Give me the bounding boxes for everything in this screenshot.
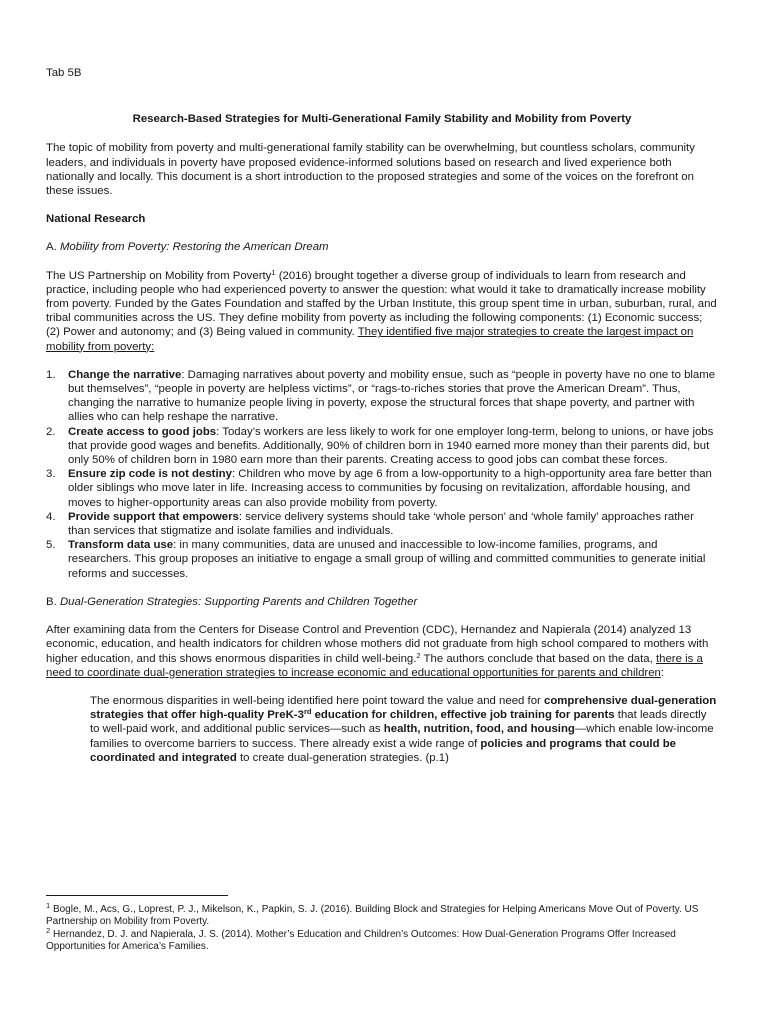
document-title: Research-Based Strategies for Multi-Generational Family Stability and Mobility from Poverty bbox=[132, 113, 632, 126]
strategy-number: 4. bbox=[46, 510, 56, 523]
footnote-number: 2 bbox=[46, 925, 51, 935]
strategy-text: : Damaging narratives about poverty and mobility ensue, such as “people in poverty have no one to blame but themselves”, “people in poverty are helpless victims”, or “rags-to-riches stories that prove the American Dream”. Thus, changing the narrative to humanize people living in poverty, expose the structural forces that shape poverty, and partner with allies who can help reshape the narrative. bbox=[68, 368, 716, 424]
section-a-text-start: The US Partnership on Mobility from Poverty bbox=[46, 269, 272, 282]
strategy-title: Change the narrative bbox=[68, 368, 182, 381]
section-b-text-mid: The authors conclude that based on the data, bbox=[420, 652, 656, 665]
strategy-text: : Today’s workers are less likely to work for one employer long-term, belong to unions, or have jobs that provide good wages and benefits. Additionally, 90% of children born in 1940 earned more money than their parents did, but only 50% of children born in 1980 earn more than their parents. Creating access to good jobs can combat these forces. bbox=[68, 425, 714, 467]
strategy-item bbox=[46, 538, 718, 581]
section-b-underlined-text: there is a need to coordinate dual-generation strategies to increase economic and educational opportunities for parents and children bbox=[46, 652, 703, 679]
section-a-paragraph bbox=[46, 269, 718, 354]
strategy-title: Provide support that empowers bbox=[68, 510, 239, 523]
section-b-text-end: : bbox=[660, 666, 665, 679]
quote-bold-1: comprehensive dual-generation strategies that offer high-quality PreK-3 bbox=[90, 694, 717, 722]
strategy-text: : Children who move by age 6 from a low-opportunity to a high-opportunity area fare better than older siblings who move later in life. Increasing access to communities by focusing on revitalization, affordable housing, and moves to higher-opportunity areas can also provide mobility from poverty. bbox=[68, 468, 712, 509]
national-research-heading: National Research bbox=[46, 213, 146, 226]
strategy-number: 5. bbox=[46, 539, 56, 552]
strategy-item bbox=[46, 510, 718, 538]
strategy-title: Ensure zip code is not destiny bbox=[68, 468, 232, 481]
strategy-item bbox=[46, 368, 718, 425]
section-a-text-rest: (2016) brought together a diverse group of individuals to learn from research and practice, including people who had experienced poverty to answer the question: what would it take to dramatically increase mobility from poverty. Funded by the Gates Foundation and staffed by the Urban Institute, this group spent time in urban, suburban, rural, and tribal communities across the US. They define mobility from poverty as including the following components: (1) Economic success; (2) Power and autonomy; and (3) Being valued in community. bbox=[46, 269, 717, 339]
footnote-1 bbox=[46, 901, 718, 929]
strategies-list bbox=[46, 368, 718, 581]
quote-text-3: —which enable low-income families to overcome barriers to success. There already exist a wide range of bbox=[90, 723, 714, 750]
strategy-number: 1. bbox=[46, 368, 56, 381]
quote-bold-2: education for children, effective job training for parents bbox=[311, 709, 615, 722]
strategy-number: 2. bbox=[46, 425, 56, 438]
quote-sup-bold: rd bbox=[303, 707, 312, 717]
section-b-text-start: After examining data from the Centers for Disease Control and Prevention (CDC), Hernandez and Napierala (2014) analyzed 13 economic, education, and health indicators for children whose mothers did not graduate from high school compared to mothers with higher education, and this shows enormous disparities in child well-being. bbox=[46, 624, 709, 665]
quote-text-1: The enormous disparities in well-being identified here point toward the value and need for bbox=[90, 694, 545, 707]
tab-label: Tab 5B bbox=[46, 67, 82, 79]
footnote-number: 1 bbox=[46, 901, 51, 910]
quote-text-2: that leads directly to well-paid work, and additional public services—such as bbox=[90, 709, 707, 736]
footnote-ref-2: 2 bbox=[416, 650, 421, 660]
quote-text-4: to create dual-generation strategies. (p.1) bbox=[236, 751, 449, 764]
section-b-prefix: B. bbox=[46, 595, 60, 608]
quote-bold-4: policies and programs that could be coordinated and integrated bbox=[90, 737, 676, 764]
strategy-text: : in many communities, data are unused and inaccessible to low-income families, programs, and researchers. This group proposes an initiative to engage a small group of willing and committed communities to generate initial reforms and successes. bbox=[68, 539, 706, 580]
footnote-text: Bogle, M., Acs, G., Loprest, P. J., Mikelson, K., Papkin, S. J. (2016). Building Block and Strategies for Helping Americans Move Out of Poverty. US Partnership on Mobility from Poverty. bbox=[46, 904, 699, 928]
section-b-title: Dual-Generation Strategies: Supporting Parents and Children Together bbox=[59, 595, 418, 608]
block-quote bbox=[90, 694, 718, 765]
strategy-number: 3. bbox=[46, 468, 56, 481]
section-a-title: Mobility from Poverty: Restoring the American Dream bbox=[59, 241, 329, 254]
footnote-text: Hernandez, D. J. and Napierala, J. S. (2014). Mother’s Education and Children’s Outcomes: How Dual-Generation Programs Offer Increased Opportunities for America’s Families. bbox=[46, 928, 676, 953]
footnote-2 bbox=[46, 925, 718, 954]
footnote-divider bbox=[46, 895, 228, 896]
strategy-item bbox=[46, 467, 718, 510]
section-b-heading bbox=[46, 595, 718, 609]
section-a-prefix: A. bbox=[46, 241, 60, 254]
strategy-item bbox=[46, 425, 718, 468]
footnote-ref-1: 1 bbox=[271, 267, 276, 277]
strategy-title: Transform data use bbox=[68, 539, 174, 552]
section-a-heading bbox=[46, 240, 718, 254]
strategy-title: Create access to good jobs bbox=[68, 425, 217, 438]
quote-bold-3: health, nutrition, food, and housing bbox=[383, 723, 575, 736]
strategy-text: : service delivery systems should take ‘whole person’ and ‘whole family’ approaches rather than services that stigmatize and isolate families and individuals. bbox=[68, 510, 694, 538]
footnotes bbox=[46, 895, 718, 954]
section-b-paragraph bbox=[46, 623, 718, 680]
intro-paragraph: The topic of mobility from poverty and multi-generational family stability can be overwhelming, but countless scholars, community leaders, and individuals in poverty have proposed evidence-informed solutions based on research and lived experience both nationally and locally. This document is a short introduction to the proposed strategies and some of the voices on the forefront on these issues. bbox=[46, 142, 695, 198]
section-a-underlined-text: They identified five major strategies to create the largest impact on mobility from poverty: bbox=[46, 326, 694, 353]
